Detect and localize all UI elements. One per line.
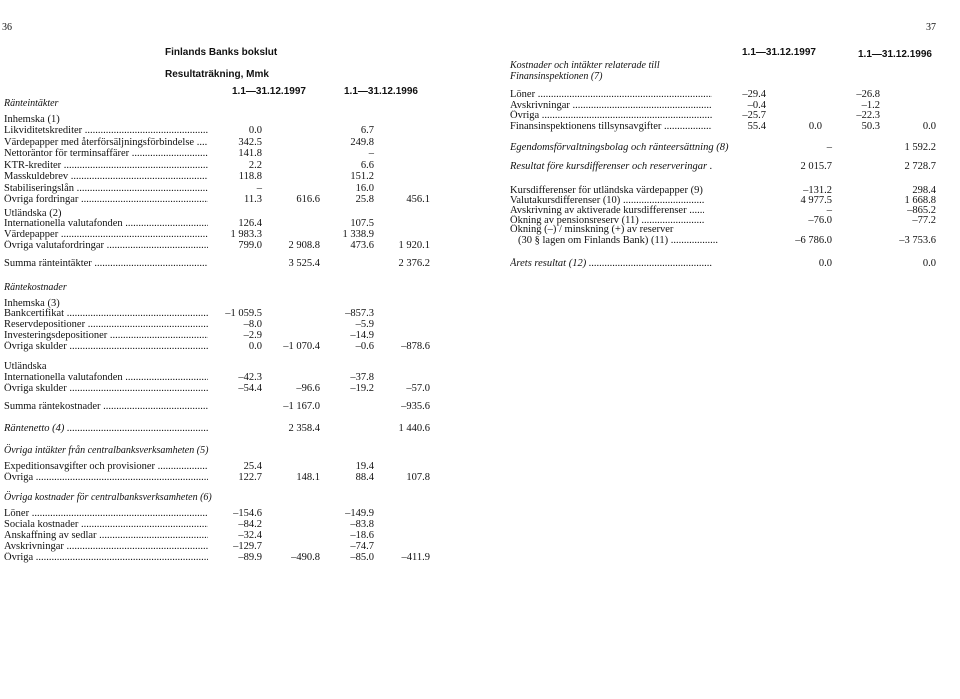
- row-label: Kursdifferenser för utländska värdepapper (9) .....: [510, 185, 704, 196]
- row-label: Avskrivning av aktiverade kursdifferenser .....: [510, 205, 704, 216]
- col-header-1996-left: 1.1—31.12.1996: [344, 86, 418, 97]
- egendom-row: Egendomsförvaltningsbolag och ränteersättning (8) – 1 592.2: [510, 142, 936, 153]
- value-1997-items: –154.6: [233, 508, 262, 519]
- row-label: Övriga valutafordringar .....: [4, 240, 208, 251]
- value-1997-items: –42.3: [238, 372, 262, 383]
- row-label: Valutakursdifferenser (10) .....: [510, 195, 704, 206]
- value-1996-items: 19.4: [355, 461, 374, 472]
- value-1996-total: 298.4: [912, 185, 936, 196]
- row-label: Övriga .....: [510, 110, 712, 121]
- value-1996-items: 151.2: [350, 171, 374, 182]
- okning-reserver-line2: (30 § lagen om Finlands Bank) (11) ..... –6 786.0 –3 753.6: [510, 235, 940, 246]
- row-label: Övriga .....: [4, 472, 208, 483]
- page-number-left: 36: [2, 22, 12, 33]
- table-row: [4, 372, 444, 383]
- value-1997-items: 141.8: [238, 148, 262, 159]
- value-1996-total: 1 920.1: [398, 240, 430, 251]
- table-row: [4, 383, 444, 394]
- value-1997-total: 616.6: [296, 194, 320, 205]
- col-header-1997-right: 1.1—31.12.1997: [742, 47, 816, 58]
- value-1997-items: 342.5: [238, 136, 262, 148]
- col-header-1997-left: 1.1—31.12.1997: [232, 86, 306, 97]
- row-label: Övriga fordringar .....: [4, 194, 208, 205]
- value-1996-items: –74.7: [350, 541, 374, 552]
- row-label: Avskrivningar .....: [510, 100, 712, 111]
- value-1997-items: –8.0: [243, 319, 262, 330]
- value-1997-items: 25.4: [243, 461, 262, 472]
- section-ovriga-intakter: Övriga intäkter från centralbanksverksamheten (5): [4, 445, 209, 456]
- value-1997-items: –32.4: [238, 530, 262, 541]
- row-label: Övriga .....: [4, 552, 208, 563]
- section-finansinspektionen-line2: Finansinspektionen (7): [510, 71, 603, 82]
- table-row: [4, 472, 444, 483]
- row-label: Likviditetskrediter .....: [4, 125, 208, 136]
- value-1997-items: –54.4: [238, 383, 262, 394]
- table-row: [4, 530, 444, 541]
- value-1996-items: –149.9: [345, 508, 374, 519]
- table-row: [4, 148, 444, 159]
- col-header-1996-right: 1.1—31.12.1996: [858, 49, 932, 60]
- value-1996-items: –5.9: [355, 319, 374, 330]
- value-1996-items: 50.3: [861, 120, 880, 132]
- value-1996-items: –1.2: [861, 99, 880, 111]
- value-1996-items: 16.0: [355, 182, 374, 194]
- value-1997-items: –: [256, 182, 262, 194]
- value-1996-total: 107.8: [406, 472, 430, 483]
- table-row: [4, 194, 444, 205]
- value-1996-items: –26.8: [856, 89, 880, 100]
- value-1996-items: –19.2: [350, 383, 374, 394]
- row-label: Masskuldebrev .....: [4, 171, 208, 182]
- value-1996-total: 0.0: [922, 120, 936, 132]
- row-label: Avskrivningar .....: [4, 541, 208, 552]
- value-1997-total: –1 070.4: [283, 341, 320, 352]
- value-1996-total: –77.2: [912, 215, 936, 226]
- table-row: [510, 110, 940, 121]
- row-label: Värdepapper med återförsäljningsförbindelse .....: [4, 137, 208, 148]
- summa-rantekostnader-row: Summa räntekostnader ..... –1 167.0 –935.6: [4, 401, 444, 412]
- table-row: [510, 121, 940, 132]
- value-1996-items: 25.8: [355, 194, 374, 205]
- value-1996-total: –865.2: [907, 205, 936, 216]
- value-1997-total: –490.8: [291, 552, 320, 563]
- value-1996-total: –411.9: [401, 552, 430, 563]
- row-label: Internationella valutafonden .....: [4, 218, 208, 229]
- row-label: Nettoräntor för terminsaffärer .....: [4, 148, 208, 159]
- table-row: [4, 171, 444, 182]
- value-1997-items: 11.3: [244, 194, 262, 205]
- value-1997-items: –2.9: [243, 330, 262, 341]
- table-row: [4, 319, 444, 330]
- value-1997-total: 0.0: [808, 120, 822, 132]
- resultat-fore-row: Resultat före kursdifferenser och reserveringar ..... 2 015.7 2 728.7: [510, 161, 940, 172]
- value-1996-items: 1 338.9: [342, 229, 374, 240]
- value-1997-items: –89.9: [238, 552, 262, 563]
- row-label: Ökning av pensionsreserv (11) .....: [510, 215, 704, 226]
- value-1997-items: 799.0: [238, 240, 262, 251]
- value-1996-items: 6.7: [360, 125, 374, 136]
- table-row: [4, 552, 444, 563]
- value-1997-items: 55.4: [747, 120, 766, 132]
- arets-resultat-row: Årets resultat (12) ..... 0.0 0.0: [510, 258, 940, 269]
- row-label: Värdepapper .....: [4, 229, 208, 240]
- table-row: [4, 541, 444, 552]
- row-label: Finansinspektionens tillsynsavgifter .....: [510, 121, 712, 132]
- value-1996-total: 1 668.8: [904, 195, 936, 206]
- row-label: Anskaffning av sedlar .....: [4, 530, 208, 541]
- value-1997-items: –29.4: [742, 89, 766, 100]
- value-1997-total: –: [826, 205, 832, 216]
- table-row: [4, 508, 444, 519]
- bank-title: Finlands Banks bokslut: [165, 47, 278, 58]
- value-1996-items: 6.6: [360, 159, 374, 171]
- value-1997-total: 148.1: [296, 472, 320, 483]
- value-1997-items: –129.7: [233, 541, 262, 552]
- row-label: Stabiliseringslån .....: [4, 183, 208, 194]
- table-row: [4, 461, 444, 472]
- value-1997-items: 2.2: [248, 159, 262, 171]
- value-1997-items: 1 983.3: [230, 229, 262, 240]
- page-number-right: 37: [926, 22, 936, 33]
- value-1997-total: –96.6: [296, 383, 320, 394]
- value-1996-items: –18.6: [350, 530, 374, 541]
- summa-ranteintakter-row: Summa ränteintäkter ..... 3 525.4 2 376.2: [4, 258, 444, 269]
- value-1996-total: 456.1: [406, 194, 430, 205]
- table-row: [4, 183, 444, 194]
- table-row: [4, 229, 444, 240]
- table-row: [4, 160, 444, 171]
- row-label: Investeringsdepositioner .....: [4, 330, 208, 341]
- value-1996-total: –878.6: [401, 341, 430, 352]
- row-label: Övriga skulder .....: [4, 383, 208, 394]
- value-1996-items: –37.8: [350, 372, 374, 383]
- value-1996-items: –22.3: [856, 110, 880, 121]
- value-1997-items: 126.4: [238, 218, 262, 229]
- value-1996-items: 249.8: [350, 136, 374, 148]
- row-label: Internationella valutafonden .....: [4, 372, 208, 383]
- row-label: Övriga skulder .....: [4, 341, 208, 352]
- table-row: [4, 218, 444, 229]
- value-1997-items: –1 059.5: [225, 308, 262, 319]
- value-1996-items: –0.6: [355, 341, 374, 352]
- table-row: [4, 330, 444, 341]
- row-label: Reservdepositioner .....: [4, 319, 208, 330]
- table-row: [4, 341, 444, 352]
- row-label: Sociala kostnader .....: [4, 519, 208, 530]
- value-1996-items: –14.9: [350, 330, 374, 341]
- value-1997-total: 4 977.5: [800, 195, 832, 206]
- value-1997-items: 122.7: [238, 472, 262, 483]
- row-label: Bankcertifikat .....: [4, 308, 208, 319]
- value-1996-items: –85.0: [350, 552, 374, 563]
- value-1996-items: 473.6: [350, 240, 374, 251]
- value-1996-items: –83.8: [350, 519, 374, 530]
- table-row: [4, 125, 444, 136]
- table-row: [510, 100, 940, 111]
- value-1997-items: –25.7: [742, 110, 766, 121]
- section-finansinspektionen-line1: Kostnader och intäkter relaterade till: [510, 60, 660, 71]
- value-1997-items: –84.2: [238, 519, 262, 530]
- table-row: [510, 89, 940, 100]
- value-1997-total: 2 908.8: [288, 240, 320, 251]
- section-ranteintakter: Ränteintäkter: [4, 98, 59, 109]
- table-row: [4, 137, 444, 148]
- value-1997-items: –0.4: [747, 99, 766, 111]
- value-1997-items: 0.0: [248, 125, 262, 136]
- statement-title: Resultaträkning, Mmk: [165, 69, 269, 80]
- value-1996-items: –: [368, 148, 374, 159]
- value-1996-total: –57.0: [406, 383, 430, 394]
- row-label: Expeditionsavgifter och provisioner .....: [4, 461, 208, 472]
- section-ovriga-kostnader: Övriga kostnader för centralbanksverksamheten (6): [4, 492, 212, 503]
- value-1996-items: –857.3: [345, 308, 374, 319]
- value-1996-items: 107.5: [350, 218, 374, 229]
- value-1997-total: –76.0: [808, 215, 832, 226]
- table-row: [4, 308, 444, 319]
- row-label: KTR-krediter .....: [4, 160, 208, 171]
- row-label: Löner .....: [4, 508, 208, 519]
- value-1997-items: 118.8: [238, 171, 262, 182]
- value-1997-total: –131.2: [803, 185, 832, 196]
- rantenetto-row: Räntenetto (4) ..... 2 358.4 1 440.6: [4, 423, 444, 434]
- value-1996-items: 88.4: [355, 472, 374, 483]
- table-row: [4, 240, 444, 251]
- row-label: Löner .....: [510, 89, 712, 100]
- table-row: [4, 519, 444, 530]
- value-1997-items: 0.0: [248, 341, 262, 352]
- section-rantekostnader: Räntekostnader: [4, 282, 67, 293]
